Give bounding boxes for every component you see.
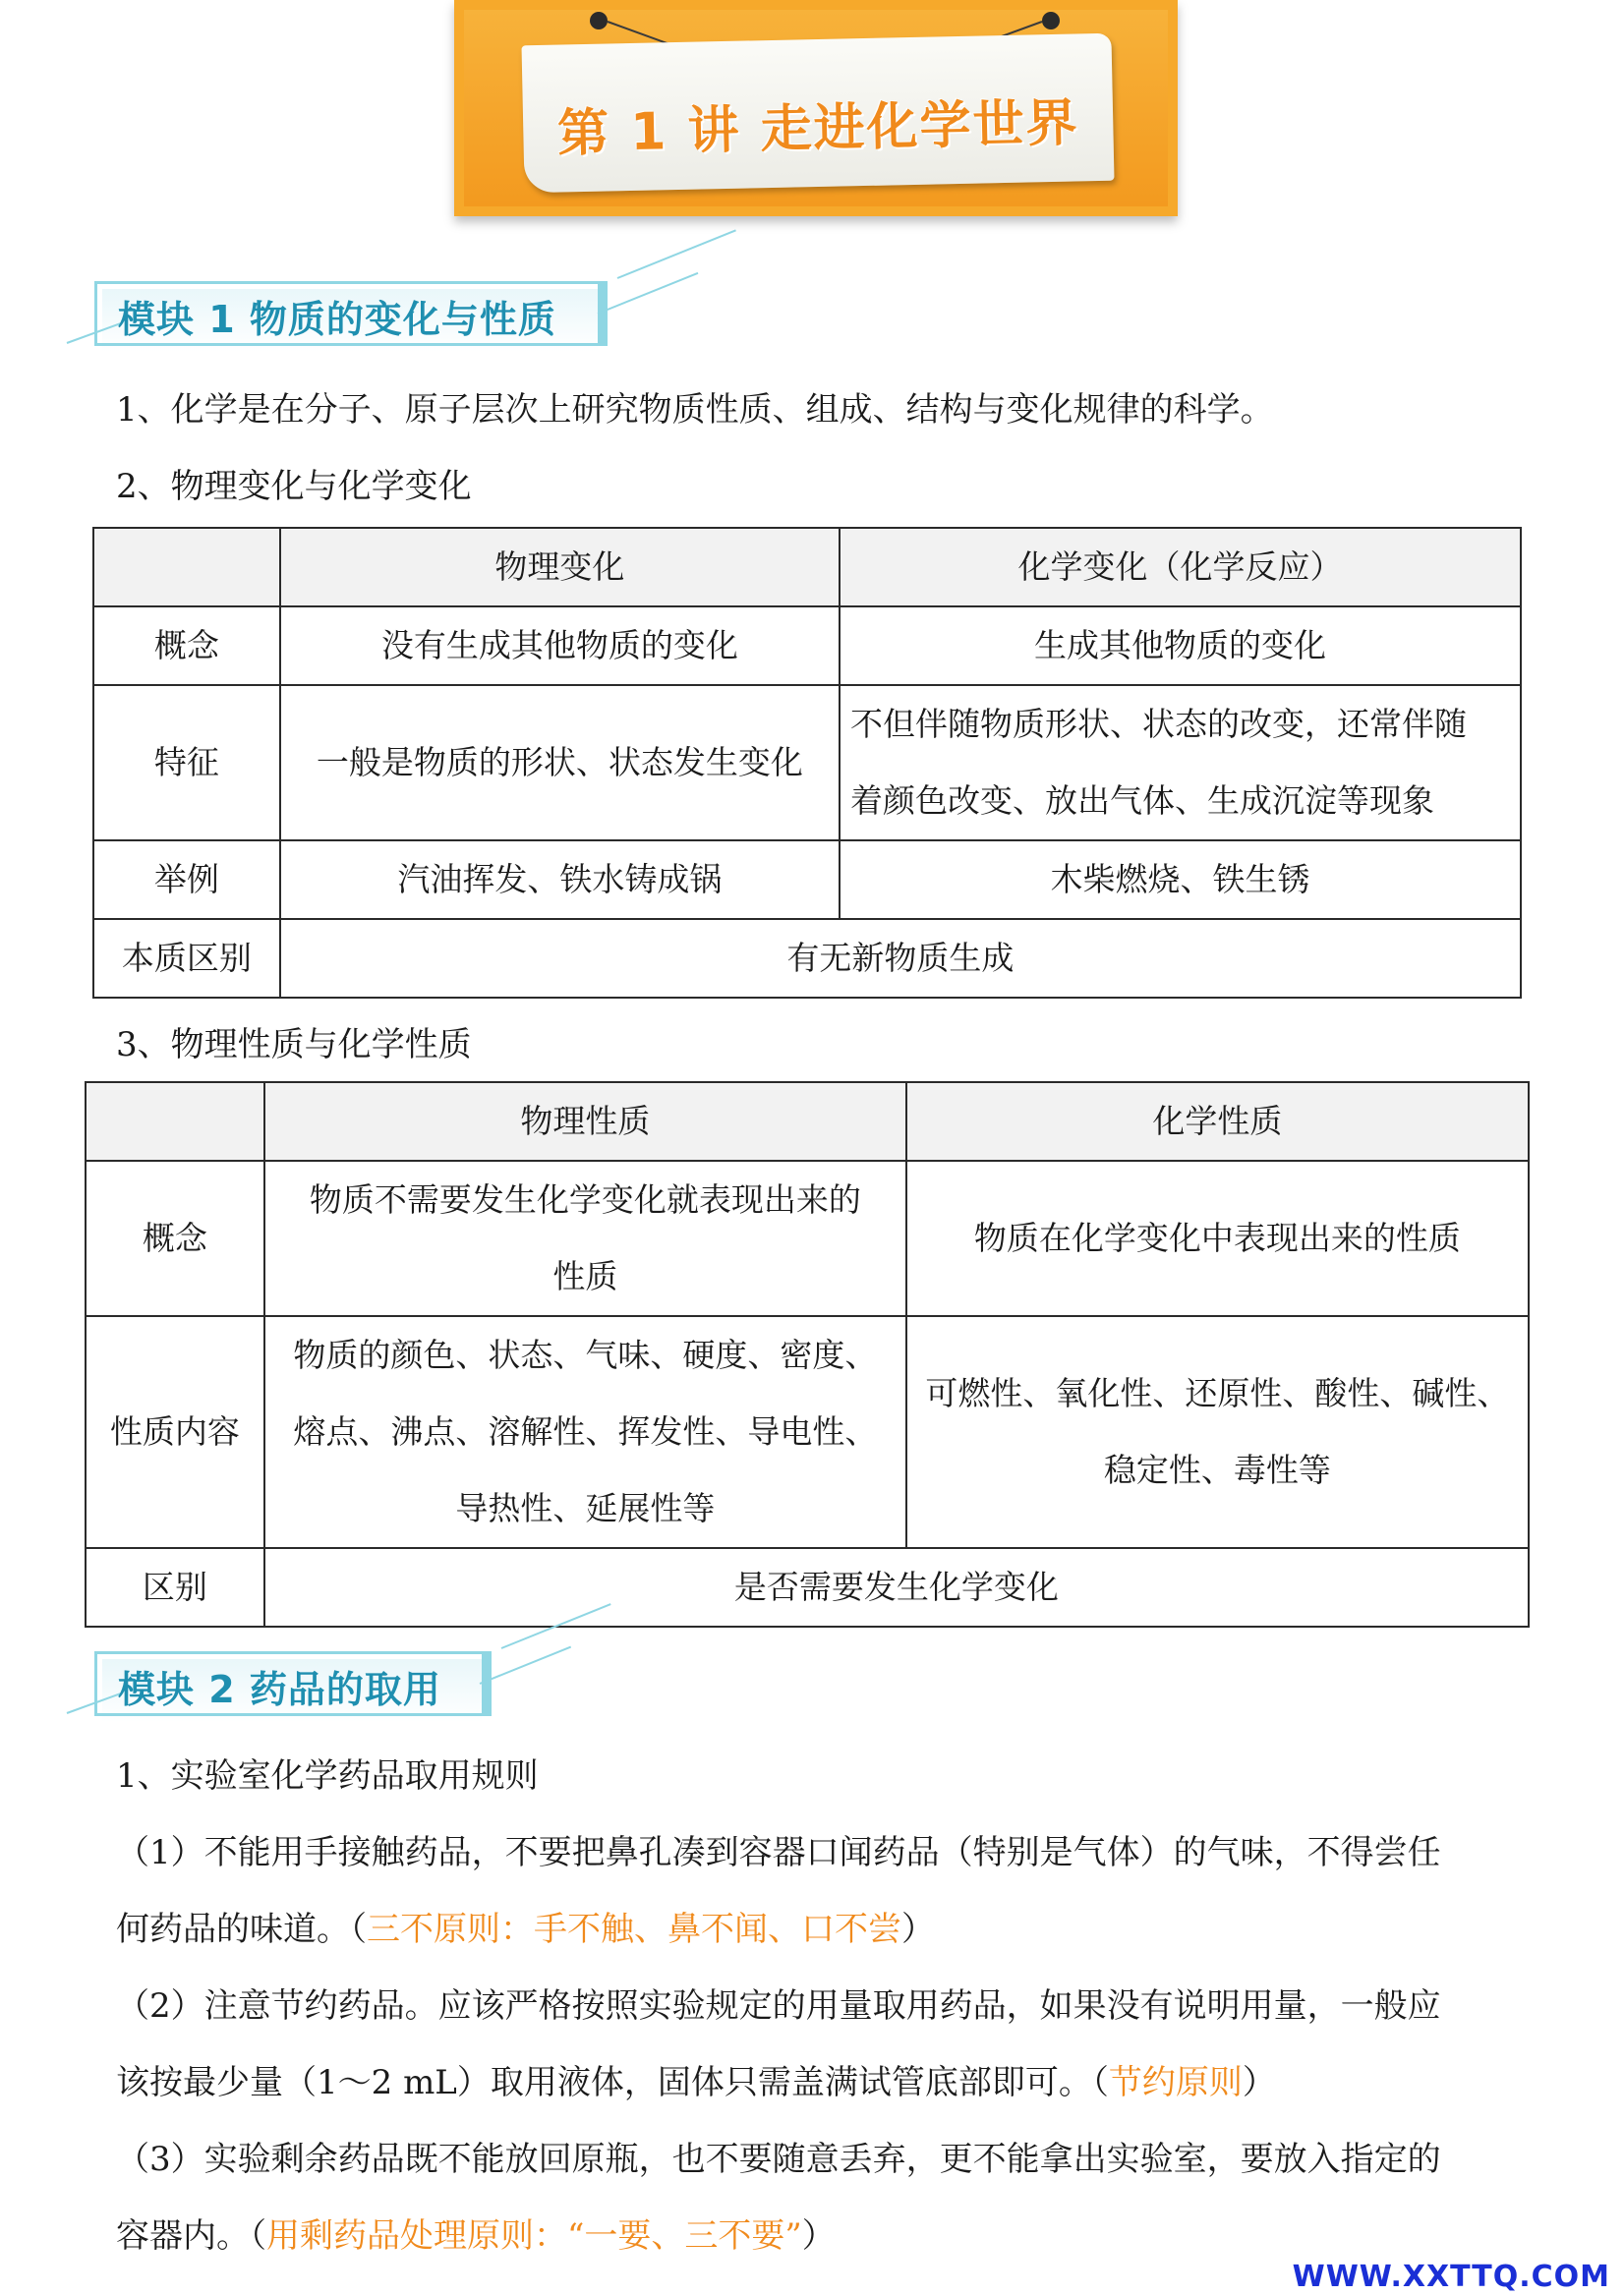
rule-3-line-1: （3）实验剩余药品既不能放回原瓶，也不要随意丢弃，更不能拿出实验室，要放入指定的	[116, 2140, 1441, 2179]
table-row	[93, 919, 1521, 998]
module-2-title: 模块 2 药品的取用	[118, 1668, 441, 1711]
table-cell: 木柴燃烧、铁生锈	[840, 840, 1521, 919]
highlight-text: 三不原则：手不触、鼻不闻、口不尝	[367, 1910, 901, 1949]
row-label: 性质内容	[86, 1316, 264, 1548]
table-cell: 生成其他物质的变化	[840, 606, 1521, 685]
table-cell: 物质在化学变化中表现出来的性质	[906, 1161, 1529, 1316]
header-chemical-change: 化学变化（化学反应）	[840, 528, 1521, 606]
table-cell: 物质不需要发生化学变化就表现出来的 性质	[264, 1161, 906, 1316]
row-label: 概念	[86, 1161, 264, 1316]
highlight-text: 节约原则	[1108, 2063, 1243, 2102]
pin-icon	[590, 12, 608, 29]
table-cell: 有无新物质生成	[280, 919, 1521, 998]
rule-2-line-1: （2）注意节约药品。应该严格按照实验规定的用量取用药品，如果没有说明用量，一般应	[116, 1986, 1441, 2026]
rule-1-line-2: 何药品的味道。（三不原则：手不触、鼻不闻、口不尝）	[116, 1910, 935, 1949]
row-label: 举例	[93, 840, 280, 919]
table-row	[93, 840, 1521, 919]
module-2-banner	[67, 1643, 492, 1722]
table-row	[93, 685, 1521, 840]
rule-1-line-1: （1）不能用手接触药品，不要把鼻孔凑到容器口闻药品（特别是气体）的气味，不得尝任	[116, 1833, 1441, 1872]
table-cell: 可燃性、氧化性、还原性、酸性、碱性、 稳定性、毒性等	[906, 1316, 1529, 1548]
pin-icon	[1042, 12, 1060, 29]
table-cell: 物质的颜色、状态、气味、硬度、密度、 熔点、沸点、溶解性、挥发性、导电性、 导热性、延展性等	[264, 1316, 906, 1548]
paragraph: 2、物理变化与化学变化	[116, 467, 472, 506]
rule-3-line-2: 容器内。（用剩药品处理原则：“一要、三不要”）	[116, 2216, 836, 2256]
table-row	[86, 1161, 1529, 1316]
paragraph: 1、实验室化学药品取用规则	[116, 1756, 539, 1796]
table-header-row	[93, 528, 1521, 606]
table-physical-chemical-change	[92, 527, 1522, 999]
table-physical-chemical-property	[85, 1081, 1530, 1628]
table-cell: 是否需要发生化学变化	[264, 1548, 1529, 1627]
table-cell: 汽油挥发、铁水铸成锅	[280, 840, 840, 919]
table-row	[86, 1316, 1529, 1548]
table-row	[86, 1548, 1529, 1627]
table-cell: 一般是物质的形状、状态发生变化	[280, 685, 840, 840]
highlight-text: 用剩药品处理原则：“一要、三不要”	[266, 2216, 802, 2256]
row-label: 概念	[93, 606, 280, 685]
table-header-row	[86, 1082, 1529, 1161]
module-1-title: 模块 1 物质的变化与性质	[118, 298, 556, 341]
paragraph: 1、化学是在分子、原子层次上研究物质性质、组成、结构与变化规律的科学。	[116, 390, 1274, 430]
table-cell: 不但伴随物质形状、状态的改变，还常伴随 着颜色改变、放出气体、生成沉淀等现象	[840, 685, 1521, 840]
row-label: 特征	[93, 685, 280, 840]
header-chemical-property: 化学性质	[906, 1082, 1529, 1161]
table-row	[93, 606, 1521, 685]
title-board	[454, 0, 1178, 216]
watermark: WWW.XXTTQ.COM	[1292, 2260, 1610, 2294]
page-title: 第 1 讲 走进化学世界	[556, 93, 1080, 164]
table-cell: 没有生成其他物质的变化	[280, 606, 840, 685]
row-label: 本质区别	[93, 919, 280, 998]
header-physical-change: 物理变化	[280, 528, 840, 606]
rule-2-line-2: 该按最少量（1～2 mL）取用液体，固体只需盖满试管底部即可。（节约原则）	[116, 2063, 1276, 2102]
title-paper	[521, 33, 1114, 194]
module-1-banner	[67, 273, 608, 352]
header-physical-property: 物理性质	[264, 1082, 906, 1161]
paragraph: 3、物理性质与化学性质	[116, 1025, 472, 1064]
row-label: 区别	[86, 1548, 264, 1627]
